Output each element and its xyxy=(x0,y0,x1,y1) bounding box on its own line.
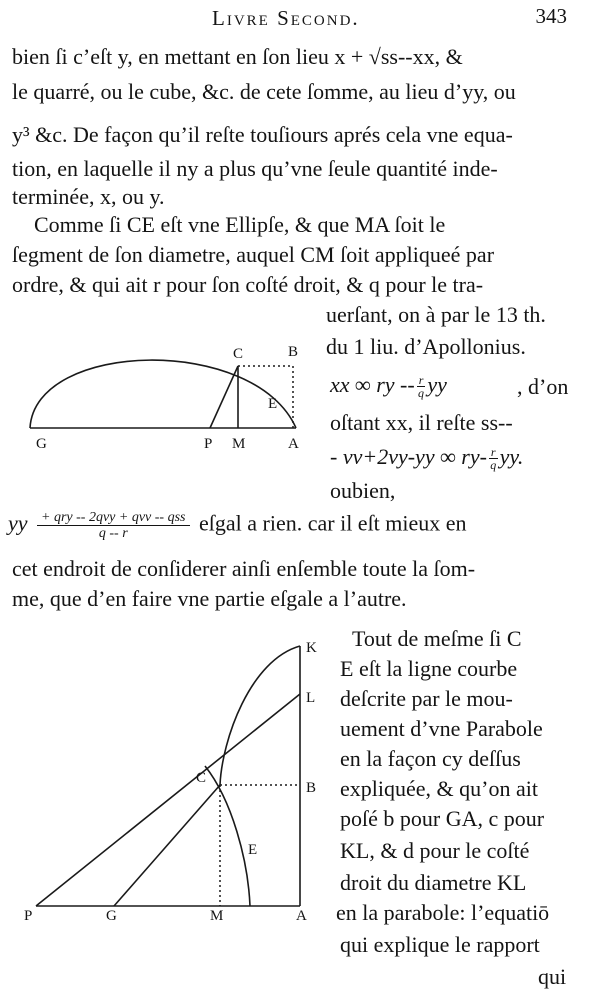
label-M: M xyxy=(210,908,224,924)
dotted-box xyxy=(238,366,293,428)
text-line: E eſt la ligne courbe xyxy=(340,656,518,681)
chord-pc xyxy=(210,366,238,428)
text-line: droit du diametre KL xyxy=(340,870,527,895)
label-M: M xyxy=(232,436,246,452)
text-line: le quarré, ou le cube, &c. de cete ſomme, au lieu d’yy, ou xyxy=(12,79,516,104)
text-line: uerſant, on à par le 13 th. xyxy=(326,302,546,327)
equation-fraction xyxy=(37,510,189,541)
line-gc xyxy=(114,785,220,906)
formula-part: xx ∞ ry -- xyxy=(330,372,415,397)
text-line: qui xyxy=(538,964,567,989)
label-E: E xyxy=(268,396,278,412)
text-line: me, que d’en faire vne partie eſgale a l’autre. xyxy=(12,586,407,611)
page-number: 343 xyxy=(535,4,567,28)
label-P: P xyxy=(204,436,213,452)
text-line: y³ &c. De façon qu’il reſte touſiours aprés cela vne equa- xyxy=(12,122,513,147)
text-line: cet endroit de conſiderer ainſi enſemble toute la ſom- xyxy=(12,556,476,581)
text-line: Comme ſi CE eſt vne Ellipſe, & que MA ſoit le xyxy=(34,212,446,237)
text-line: oubien, xyxy=(330,478,396,503)
text-line: uement d’vne Parabole xyxy=(340,716,543,741)
equation-denominator: q -- r xyxy=(98,526,128,541)
label-G: G xyxy=(36,436,47,452)
parabola-curve xyxy=(220,646,300,785)
line-pl xyxy=(36,694,300,906)
text-line: qui explique le rapport xyxy=(340,932,540,957)
label-P: P xyxy=(24,908,33,924)
text-line: en la parabole: l’equatiō xyxy=(336,900,550,925)
parabola-figure xyxy=(0,630,330,930)
text-line: Tout de meſme ſi C xyxy=(352,626,522,651)
fraction: $\frac{r}{q}$ xyxy=(418,373,425,401)
label-A: A xyxy=(296,908,307,924)
formula-part: yy. xyxy=(499,444,524,469)
text-line: en la façon cy deſſus xyxy=(340,746,521,771)
text-line: oſtant xx, il reſte ss-- xyxy=(330,410,513,435)
equation-lhs: yy xyxy=(8,510,28,536)
label-B: B xyxy=(288,344,299,360)
text-line: ordre, & qui ait r pour ſon coſté droit, & q pour le tra- xyxy=(12,272,484,297)
equation-numerator: + qry -- 2qvy + qvv -- qss xyxy=(37,510,189,526)
text-line: , d’on xyxy=(517,374,569,399)
running-title: Livre Second. xyxy=(212,6,360,30)
curve-ce xyxy=(205,766,250,906)
text-line: bien ſi c’eſt y, en mettant en ſon lieu x + √ss--xx, & xyxy=(12,44,463,69)
label-E: E xyxy=(248,842,258,858)
equation-line xyxy=(8,510,467,541)
text-line: deſcrite par le mou- xyxy=(340,686,513,711)
label-L: L xyxy=(306,690,316,706)
ellipse-figure xyxy=(0,330,330,460)
label-C: C xyxy=(233,346,244,362)
text-line: du 1 liu. d’Apollonius. xyxy=(326,334,526,359)
text-line: expliquée, & qu’on ait xyxy=(340,776,538,801)
formula-ellipse xyxy=(330,372,447,399)
text-line: terminée, x, ou y. xyxy=(12,184,165,209)
fraction: $\frac{r}{q}$ xyxy=(490,445,497,473)
text-line: poſé b pour GA, c pour xyxy=(340,806,545,831)
text-line: KL, & d pour le coſté xyxy=(340,838,530,863)
formula-line xyxy=(330,444,523,471)
label-A: A xyxy=(288,436,299,452)
label-B: B xyxy=(306,780,317,796)
label-K: K xyxy=(306,640,317,656)
text-line: ſegment de ſon diametre, auquel CM ſoit appliqueé par xyxy=(12,242,495,267)
text-line: tion, en laquelle il ny a plus qu’vne ſeule quantité inde- xyxy=(12,156,498,181)
equation-rhs: eſgal a rien. car il eſt mieux en xyxy=(199,510,467,536)
ellipse-arc xyxy=(30,360,296,428)
formula-part: - vv+2vy-yy ∞ ry- xyxy=(330,444,487,469)
formula-part: yy xyxy=(427,372,447,397)
label-C: C xyxy=(196,770,207,786)
label-G: G xyxy=(106,908,117,924)
